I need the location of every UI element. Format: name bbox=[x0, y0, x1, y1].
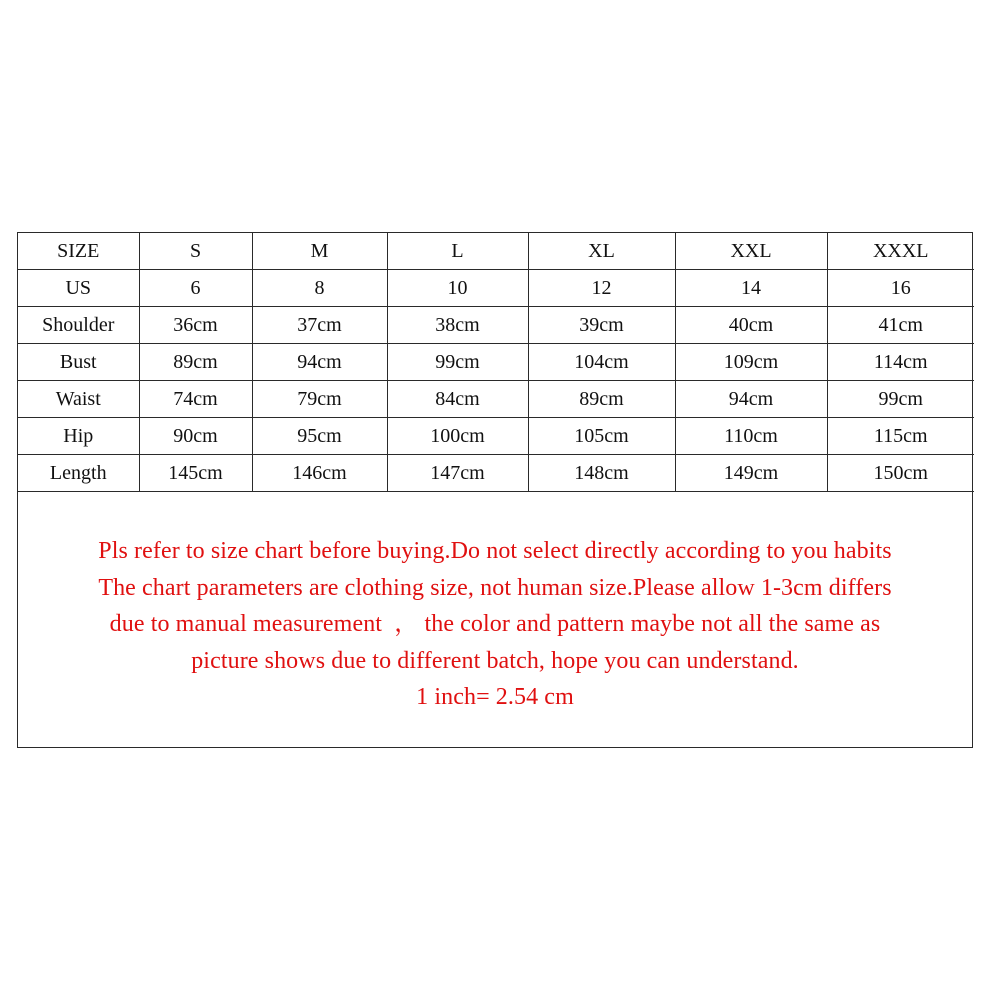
table-cell: 99cm bbox=[827, 381, 974, 418]
size-notes bbox=[18, 533, 972, 716]
table-cell: 74cm bbox=[139, 381, 252, 418]
table-cell: 8 bbox=[252, 270, 387, 307]
table-cell: 109cm bbox=[675, 344, 827, 381]
table-cell: 105cm bbox=[528, 418, 675, 455]
table-row bbox=[18, 344, 974, 381]
table-cell: 99cm bbox=[387, 344, 528, 381]
table-cell: 41cm bbox=[827, 307, 974, 344]
note-line: The chart parameters are clothing size, not human size.Please allow 1-3cm differs bbox=[98, 574, 892, 601]
table-cell: 100cm bbox=[387, 418, 528, 455]
table-cell: 110cm bbox=[675, 418, 827, 455]
table-cell: 148cm bbox=[528, 455, 675, 492]
note-line: due to manual measurement ， the color and pattern maybe not all the same as bbox=[109, 611, 881, 637]
table-cell: 6 bbox=[139, 270, 252, 307]
table-cell: 145cm bbox=[139, 455, 252, 492]
size-chart bbox=[17, 232, 973, 748]
table-row bbox=[18, 418, 974, 455]
table-cell: 37cm bbox=[252, 307, 387, 344]
size-header: XL bbox=[528, 233, 675, 270]
table-cell: 114cm bbox=[827, 344, 974, 381]
table-cell: 12 bbox=[528, 270, 675, 307]
table-cell: 146cm bbox=[252, 455, 387, 492]
size-header: L bbox=[387, 233, 528, 270]
table-cell: 94cm bbox=[252, 344, 387, 381]
table-cell: 16 bbox=[827, 270, 974, 307]
row-label: US bbox=[18, 270, 139, 307]
size-header: XXXL bbox=[827, 233, 974, 270]
table-cell: 95cm bbox=[252, 418, 387, 455]
table-cell: 39cm bbox=[528, 307, 675, 344]
header-label: SIZE bbox=[18, 233, 139, 270]
table-cell: 115cm bbox=[827, 418, 974, 455]
header-row bbox=[18, 233, 974, 270]
table-cell: 147cm bbox=[387, 455, 528, 492]
table-cell: 40cm bbox=[675, 307, 827, 344]
note-line: picture shows due to different batch, hope you can understand. bbox=[191, 647, 799, 674]
row-label: Waist bbox=[18, 381, 139, 418]
table-cell: 36cm bbox=[139, 307, 252, 344]
table-cell: 79cm bbox=[252, 381, 387, 418]
table-cell: 94cm bbox=[675, 381, 827, 418]
table-row bbox=[18, 307, 974, 344]
table-cell: 89cm bbox=[528, 381, 675, 418]
size-header: XXL bbox=[675, 233, 827, 270]
row-label: Bust bbox=[18, 344, 139, 381]
note-line: 1 inch= 2.54 cm bbox=[416, 684, 574, 710]
table-cell: 149cm bbox=[675, 455, 827, 492]
size-header: S bbox=[139, 233, 252, 270]
table-cell: 10 bbox=[387, 270, 528, 307]
size-table bbox=[18, 233, 974, 492]
table-row bbox=[18, 381, 974, 418]
table-cell: 90cm bbox=[139, 418, 252, 455]
table-cell: 150cm bbox=[827, 455, 974, 492]
table-cell: 38cm bbox=[387, 307, 528, 344]
size-header: M bbox=[252, 233, 387, 270]
row-label: Length bbox=[18, 455, 139, 492]
row-label: Shoulder bbox=[18, 307, 139, 344]
table-cell: 104cm bbox=[528, 344, 675, 381]
row-label: Hip bbox=[18, 418, 139, 455]
table-cell: 84cm bbox=[387, 381, 528, 418]
table-cell: 89cm bbox=[139, 344, 252, 381]
table-cell: 14 bbox=[675, 270, 827, 307]
table-row bbox=[18, 455, 974, 492]
table-row bbox=[18, 270, 974, 307]
note-line: Pls refer to size chart before buying.Do not select directly according to you habits bbox=[98, 538, 892, 564]
